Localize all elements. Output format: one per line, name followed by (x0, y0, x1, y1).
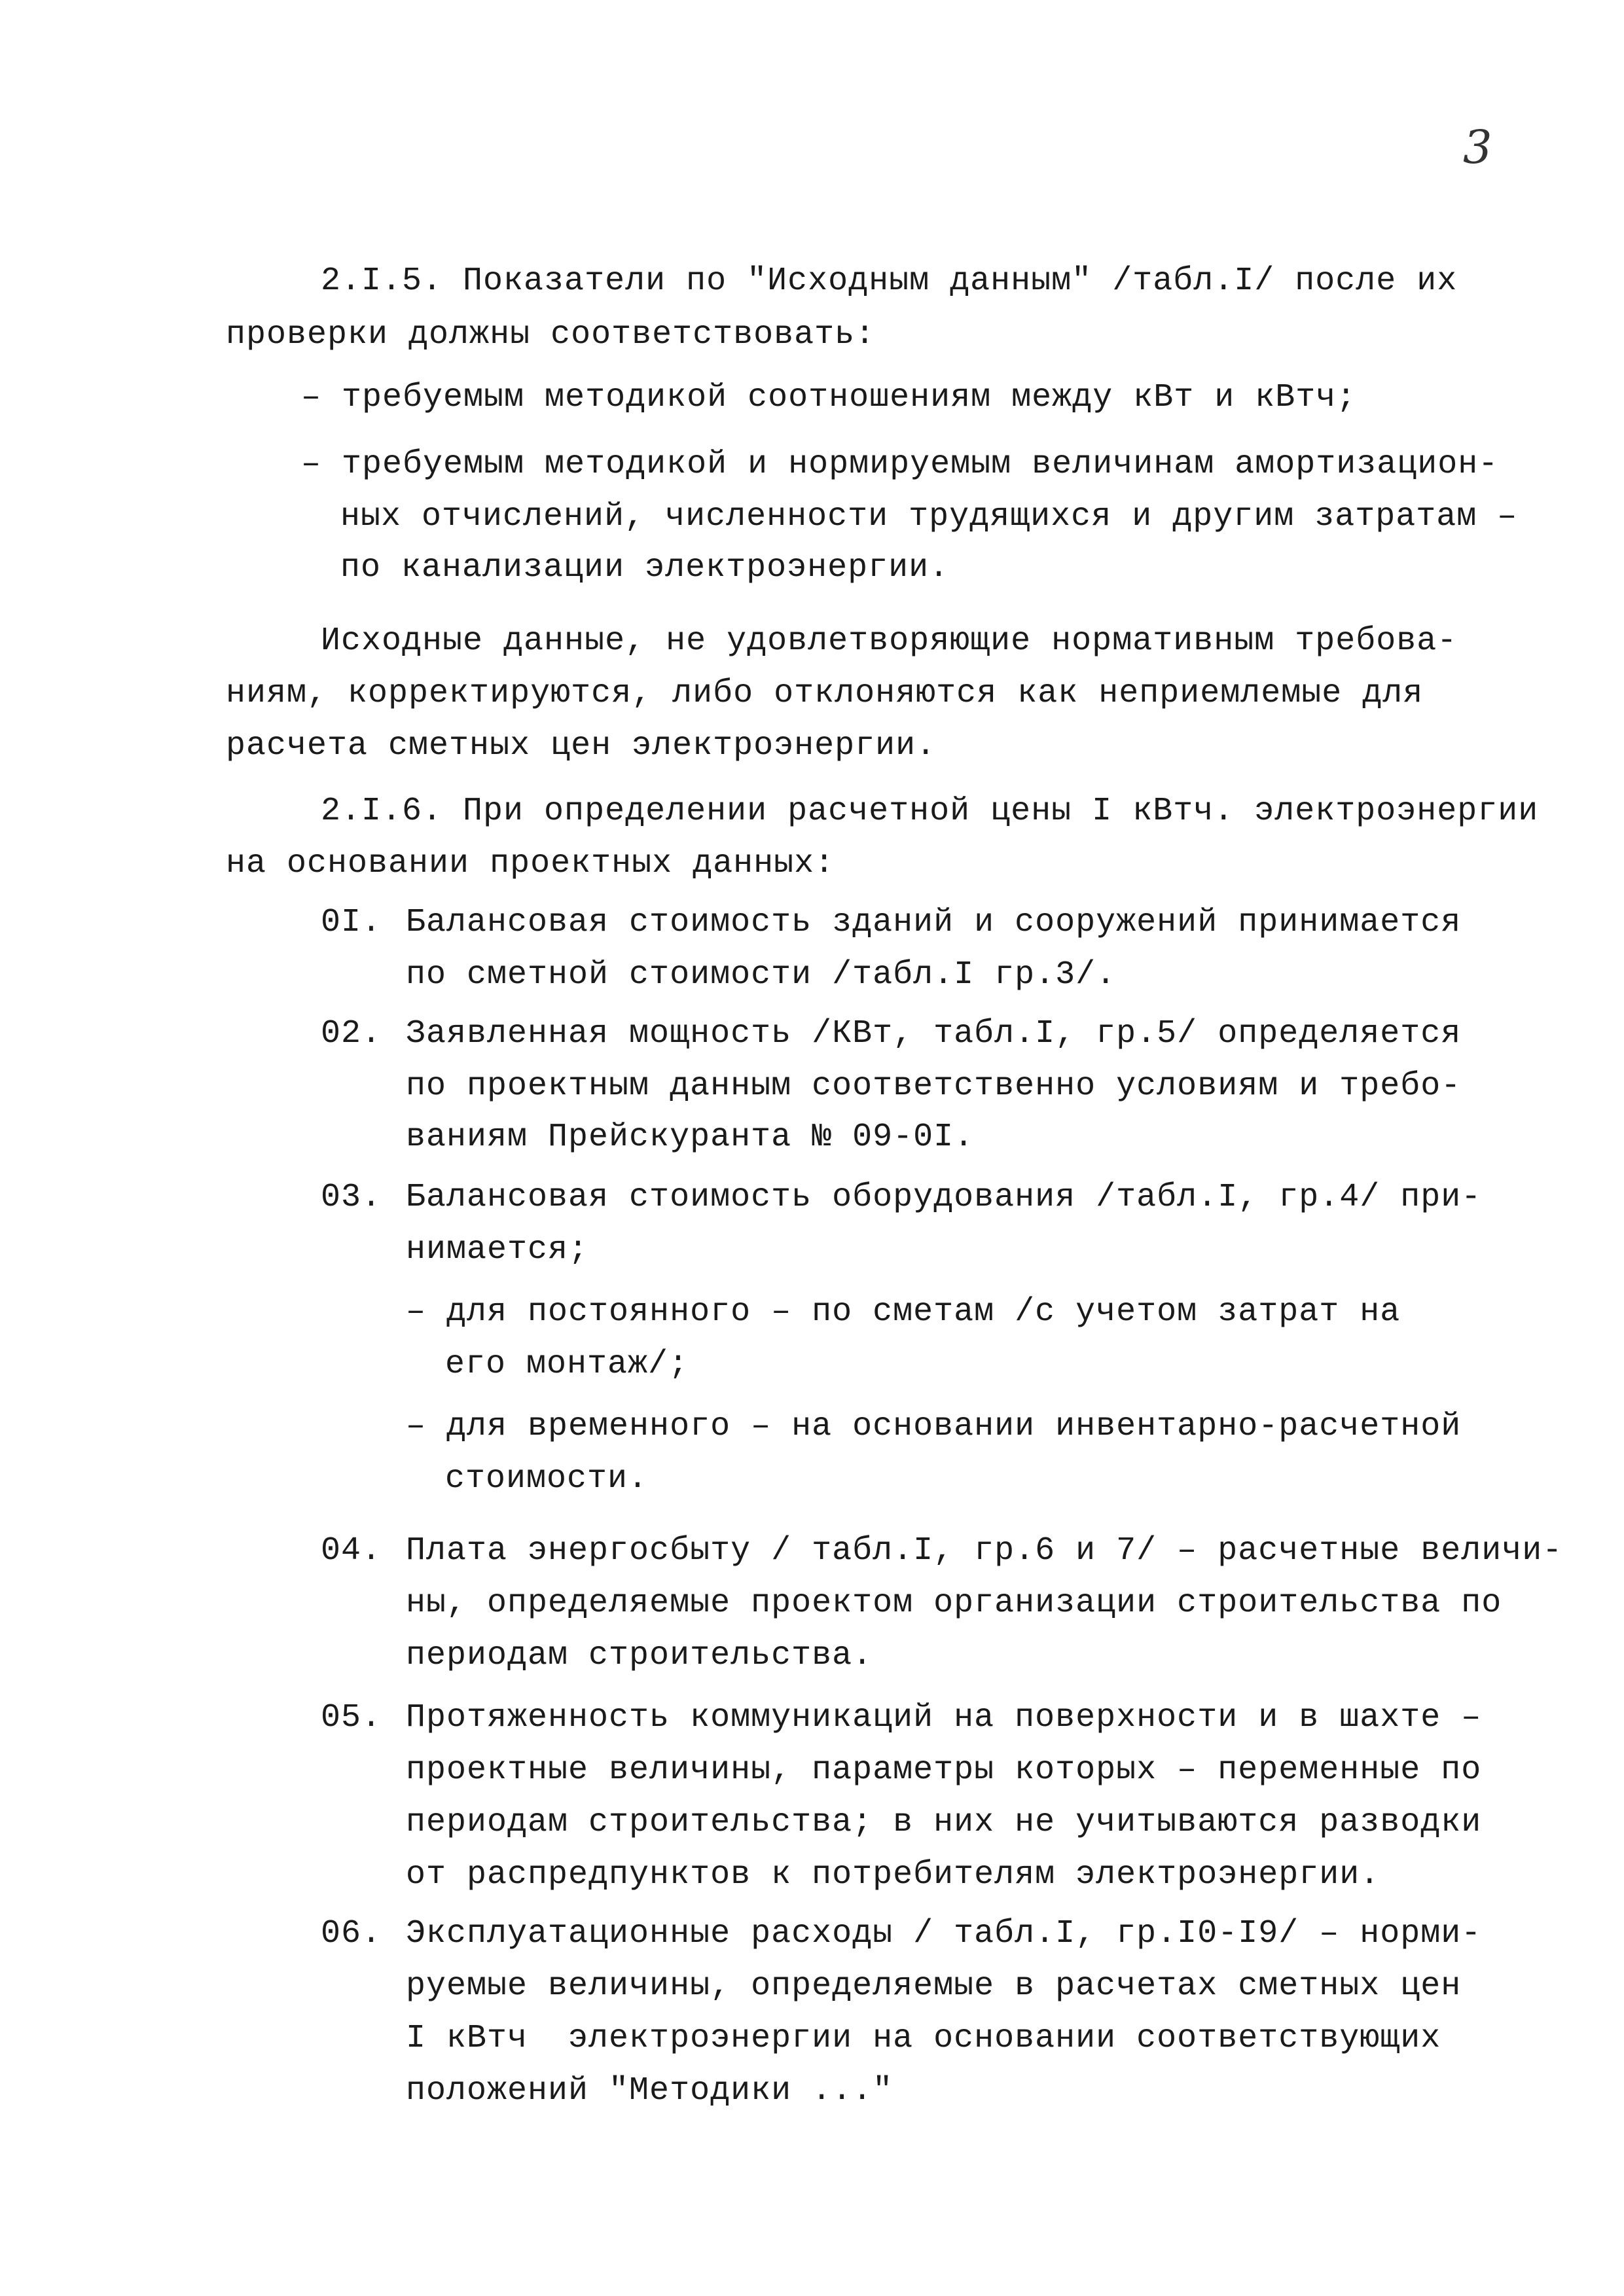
item-number: 06. (321, 1915, 382, 1952)
item-number: 03. (321, 1179, 382, 1216)
sub-bullet: – для постоянного – по сметам /с учетом затрат на (406, 1293, 1401, 1331)
section-2-1-6-heading: 2.I.6. При определении расчетной цены I кВтч. электроэнергии (321, 793, 1539, 830)
section-2-1-5-heading: 2.I.5. Показатели по "Исходным данным" /табл.I/ после их (321, 262, 1458, 300)
list-item-line: положений "Методики ..." (406, 2072, 893, 2109)
sub-bullet: – для временного – на основании инвентарно-расчетной (406, 1408, 1462, 1445)
paragraph-line: Исходные данные, не удовлетворяющие нормативным требова- (321, 622, 1458, 660)
list-item-line: Эксплуатационные расходы / табл.I, гр.I0-I9/ – норми- (406, 1915, 1482, 1952)
list-item-bullet-cont: ных отчислений, численности трудящихся и другим затратам – (340, 498, 1518, 535)
list-item-line: I кВтч электроэнергии на основании соответствующих (406, 2020, 1441, 2057)
list-item-bullet: – требуемым методикой и нормируемым величинам амортизацион- (301, 446, 1499, 483)
sub-bullet-cont: его монтаж/; (445, 1346, 689, 1383)
item-number: 05. (321, 1699, 382, 1736)
list-item-line: ваниям Прейскуранта № 09-0I. (406, 1119, 975, 1156)
section-2-1-5-heading-cont: проверки должны соответствовать: (226, 316, 876, 353)
sub-bullet-cont: стоимости. (445, 1460, 649, 1498)
item-number: 02. (321, 1015, 382, 1052)
list-item-line: нимается; (406, 1231, 589, 1268)
section-2-1-6-heading-cont: на основании проектных данных: (226, 845, 835, 882)
list-item-line: Плата энергосбыту / табл.I, гр.6 и 7/ – расчетные величи- (406, 1532, 1563, 1570)
list-item-line: руемые величины, определяемые в расчетах сметных цен (406, 1967, 1462, 2005)
paragraph-line: расчета сметных цен электроэнергии. (226, 727, 937, 764)
list-item-line: периодам строительства. (406, 1637, 873, 1674)
list-item-line: от распредпунктов к потребителям электроэнергии. (406, 1856, 1380, 1893)
list-item-line: Протяженность коммуникаций на поверхности и в шахте – (406, 1699, 1482, 1736)
item-number: 04. (321, 1532, 382, 1570)
list-item-line: Балансовая стоимость зданий и сооружений принимается (406, 904, 1462, 941)
list-item-line: проектные величины, параметры которых – переменные по (406, 1751, 1482, 1789)
list-item-bullet-cont: по канализации электроэнергии. (340, 549, 950, 586)
list-item-line: Балансовая стоимость оборудования /табл.I, гр.4/ при- (406, 1179, 1482, 1216)
list-item-line: периодам строительства; в них не учитываются разводки (406, 1804, 1482, 1841)
list-item-bullet: – требуемым методикой соотношениям между кВт и кВтч; (301, 379, 1357, 416)
paragraph-line: ниям, корректируются, либо отклоняются как неприемлемые для (226, 675, 1424, 712)
item-number: 0I. (321, 904, 382, 941)
list-item-line: ны, определяемые проектом организации строительства по (406, 1585, 1502, 1622)
list-item-line: по проектным данным соответственно условиям и требо- (406, 1067, 1462, 1105)
list-item-line: по сметной стоимости /табл.I гр.3/. (406, 956, 1117, 994)
page-number: 3 (1463, 120, 1492, 174)
list-item-line: Заявленная мощность /КВт, табл.I, гр.5/ определяется (406, 1015, 1462, 1052)
